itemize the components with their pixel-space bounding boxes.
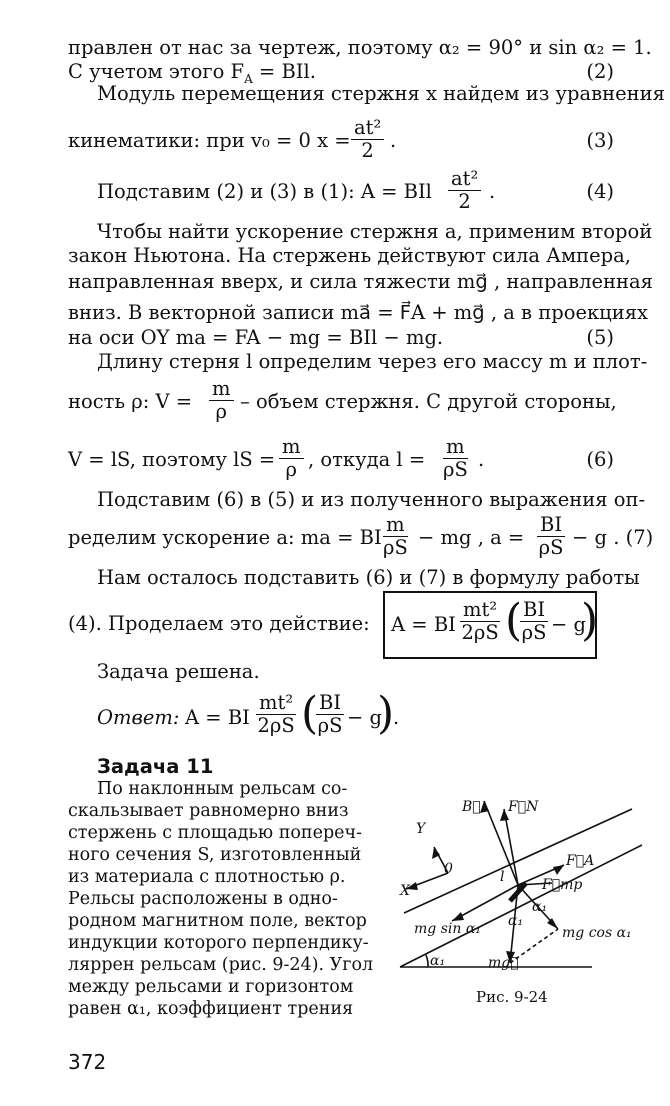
text-fragment: − g — [551, 613, 587, 636]
label-l: l — [500, 869, 505, 885]
numerator: mt² — [460, 599, 500, 622]
text-fragment: С учетом этого F — [68, 60, 245, 83]
problem-line: из материала с плотностью ρ. — [68, 867, 346, 887]
label-b: B⃗ — [462, 799, 481, 815]
text-line-18: Задача решена. — [97, 660, 260, 683]
text-fragment: , откуда l = — [308, 448, 426, 471]
formula-line-4 — [97, 168, 642, 216]
text-fragment: = BIl. — [252, 60, 316, 83]
label-x: X — [400, 883, 410, 899]
fraction — [520, 599, 548, 644]
equation-number: (6) — [586, 448, 614, 471]
fraction — [316, 692, 344, 737]
numerator: BI — [537, 514, 565, 537]
equation-number: (5) — [586, 326, 614, 349]
denominator: 2 — [458, 190, 471, 213]
problem-line: скальзывает равномерно вниз — [68, 801, 349, 821]
period: . — [390, 129, 397, 152]
fraction — [383, 514, 408, 559]
formula-line-12 — [68, 378, 642, 426]
problem-line: ного сечения S, изготовленный — [68, 845, 362, 865]
arrowhead — [480, 801, 489, 813]
numerator: BI — [520, 599, 548, 622]
fraction — [537, 514, 565, 559]
vector-fn — [504, 809, 518, 885]
denominator: 2ρS — [461, 621, 499, 644]
numerator: BI — [316, 692, 344, 715]
equation-number: (4) — [586, 180, 614, 203]
text-fragment: − mg , a = — [418, 526, 525, 549]
text-line-6: Чтобы найти ускорение стержня a, применим второй — [97, 220, 653, 243]
problem-line: Рельсы расположены в одно- — [68, 889, 338, 909]
rail-lower — [400, 845, 642, 967]
label-origin: 0 — [444, 861, 453, 877]
denominator: ρ — [285, 458, 297, 481]
text-fragment: A = BI — [185, 706, 250, 729]
left-paren: ( — [505, 595, 523, 646]
answer-label: Ответ: — [97, 706, 180, 729]
fraction — [256, 692, 296, 737]
formula-line-13 — [68, 436, 642, 484]
text-line-10 — [68, 326, 642, 350]
period: . — [489, 180, 496, 203]
right-paren: ) — [581, 595, 599, 646]
numerator: mt² — [256, 692, 296, 715]
denominator: ρS — [521, 621, 547, 644]
numerator: m — [383, 514, 408, 537]
problem-heading: Задача 11 — [97, 755, 214, 778]
period: . — [393, 706, 400, 729]
fraction — [279, 436, 304, 481]
text-line-3: Модуль перемещения стержня x найдем из уравнения — [97, 82, 665, 105]
problem-line: индукции которого перпендику- — [68, 933, 369, 953]
text-line-16: Нам осталось подставить (6) и (7) в формулу работы — [97, 566, 640, 589]
denominator: ρ — [215, 400, 227, 423]
label-fn: F⃗N — [508, 799, 539, 815]
right-paren: ) — [377, 688, 395, 739]
arrowhead — [553, 865, 564, 875]
left-paren: ( — [301, 688, 319, 739]
angle-arc — [426, 955, 428, 967]
fraction — [209, 378, 234, 423]
equation-number: (2) — [586, 60, 614, 83]
page-number: 372 — [68, 1050, 107, 1074]
fraction — [448, 168, 481, 213]
text-fragment: − g . (7) — [572, 526, 654, 549]
fraction — [460, 599, 500, 644]
formula-line-3 — [68, 117, 642, 165]
denominator: ρS — [538, 536, 564, 559]
problem-line: По наклонным рельсам со- — [97, 779, 348, 799]
numerator: m — [443, 436, 468, 459]
denominator: 2ρS — [257, 714, 295, 737]
label-mg: mg⃗ — [488, 955, 519, 971]
denominator: ρS — [443, 458, 468, 481]
numerator: m — [279, 436, 304, 459]
rail-upper — [404, 809, 632, 913]
text-fragment: − g — [347, 706, 383, 729]
label-alpha-1: α₁ — [430, 953, 446, 969]
label-alpha-1: α₁ — [532, 899, 548, 915]
problem-line: равен α₁, коэффициент трения — [68, 999, 354, 1019]
text-line-14: Подставим (6) в (5) и из полученного выражения оп- — [97, 488, 646, 511]
numerator: at² — [448, 168, 481, 191]
numerator: at² — [351, 117, 384, 140]
text-fragment: A = BI — [391, 613, 456, 636]
label-ftr: F⃗тр — [542, 877, 583, 893]
numerator: m — [209, 378, 234, 401]
label-fa: F⃗A — [566, 853, 595, 869]
text-fragment: ность ρ: V = — [68, 390, 193, 413]
text-line-8: направленная вверх, и сила тяжести mg⃗ , направленная — [68, 270, 653, 293]
text-line-7: закон Ньютона. На стержень действуют сила Ампера, — [68, 244, 631, 267]
problem-line: ляррен рельсам (рис. 9-24). Угол — [68, 955, 374, 975]
arrowhead — [452, 912, 464, 921]
text-fragment: V = lS, поэтому lS = — [68, 448, 276, 471]
text-line-1: правлен от нас за чертеж, поэтому α₂ = 90° и sin α₂ = 1. — [68, 36, 652, 59]
formula-line-15 — [68, 512, 654, 562]
answer-line — [97, 688, 642, 744]
problem-line: стержень с площадью попереч- — [68, 823, 362, 843]
fraction — [351, 117, 384, 162]
text-line-17: (4). Проделаем это действие: — [68, 612, 370, 635]
denominator: ρS — [383, 536, 408, 559]
label-alpha-1: α₁ — [508, 913, 524, 929]
denominator: 2 — [361, 139, 374, 162]
text-line-11: Длину стерня l определим через его массу m и плот- — [97, 350, 648, 373]
subscript: A — [244, 71, 253, 86]
period: . — [478, 448, 485, 471]
text-fragment: ределим ускорение a: ma = BI — [68, 526, 382, 549]
figure-9-24 — [392, 785, 662, 1005]
problem-line: между рельсами и горизонтом — [68, 977, 354, 997]
equation-number: (3) — [586, 129, 614, 152]
text-fragment: на оси OY ma = FA − mg = BIl − mg. — [68, 326, 444, 349]
boxed-result-formula — [383, 591, 597, 659]
text-fragment: кинематики: при v₀ = 0 x = — [68, 129, 351, 152]
problem-line: родном магнитном поле, вектор — [68, 911, 367, 931]
text-line-9: вниз. В векторной записи ma⃗ = F⃗A + mg⃗ , а в проекциях — [68, 301, 649, 324]
fraction — [443, 436, 468, 481]
text-fragment: – объем стержня. С другой стороны, — [240, 390, 617, 413]
label-mg-cos: mg cos α₁ — [562, 925, 632, 941]
text-fragment: Подставим (2) и (3) в (1): A = BIl — [97, 180, 432, 203]
label-mg-sin: mg sin α₁ — [414, 921, 481, 937]
label-y: Y — [416, 821, 426, 837]
denominator: ρS — [317, 714, 343, 737]
figure-caption: Рис. 9-24 — [476, 988, 548, 1006]
